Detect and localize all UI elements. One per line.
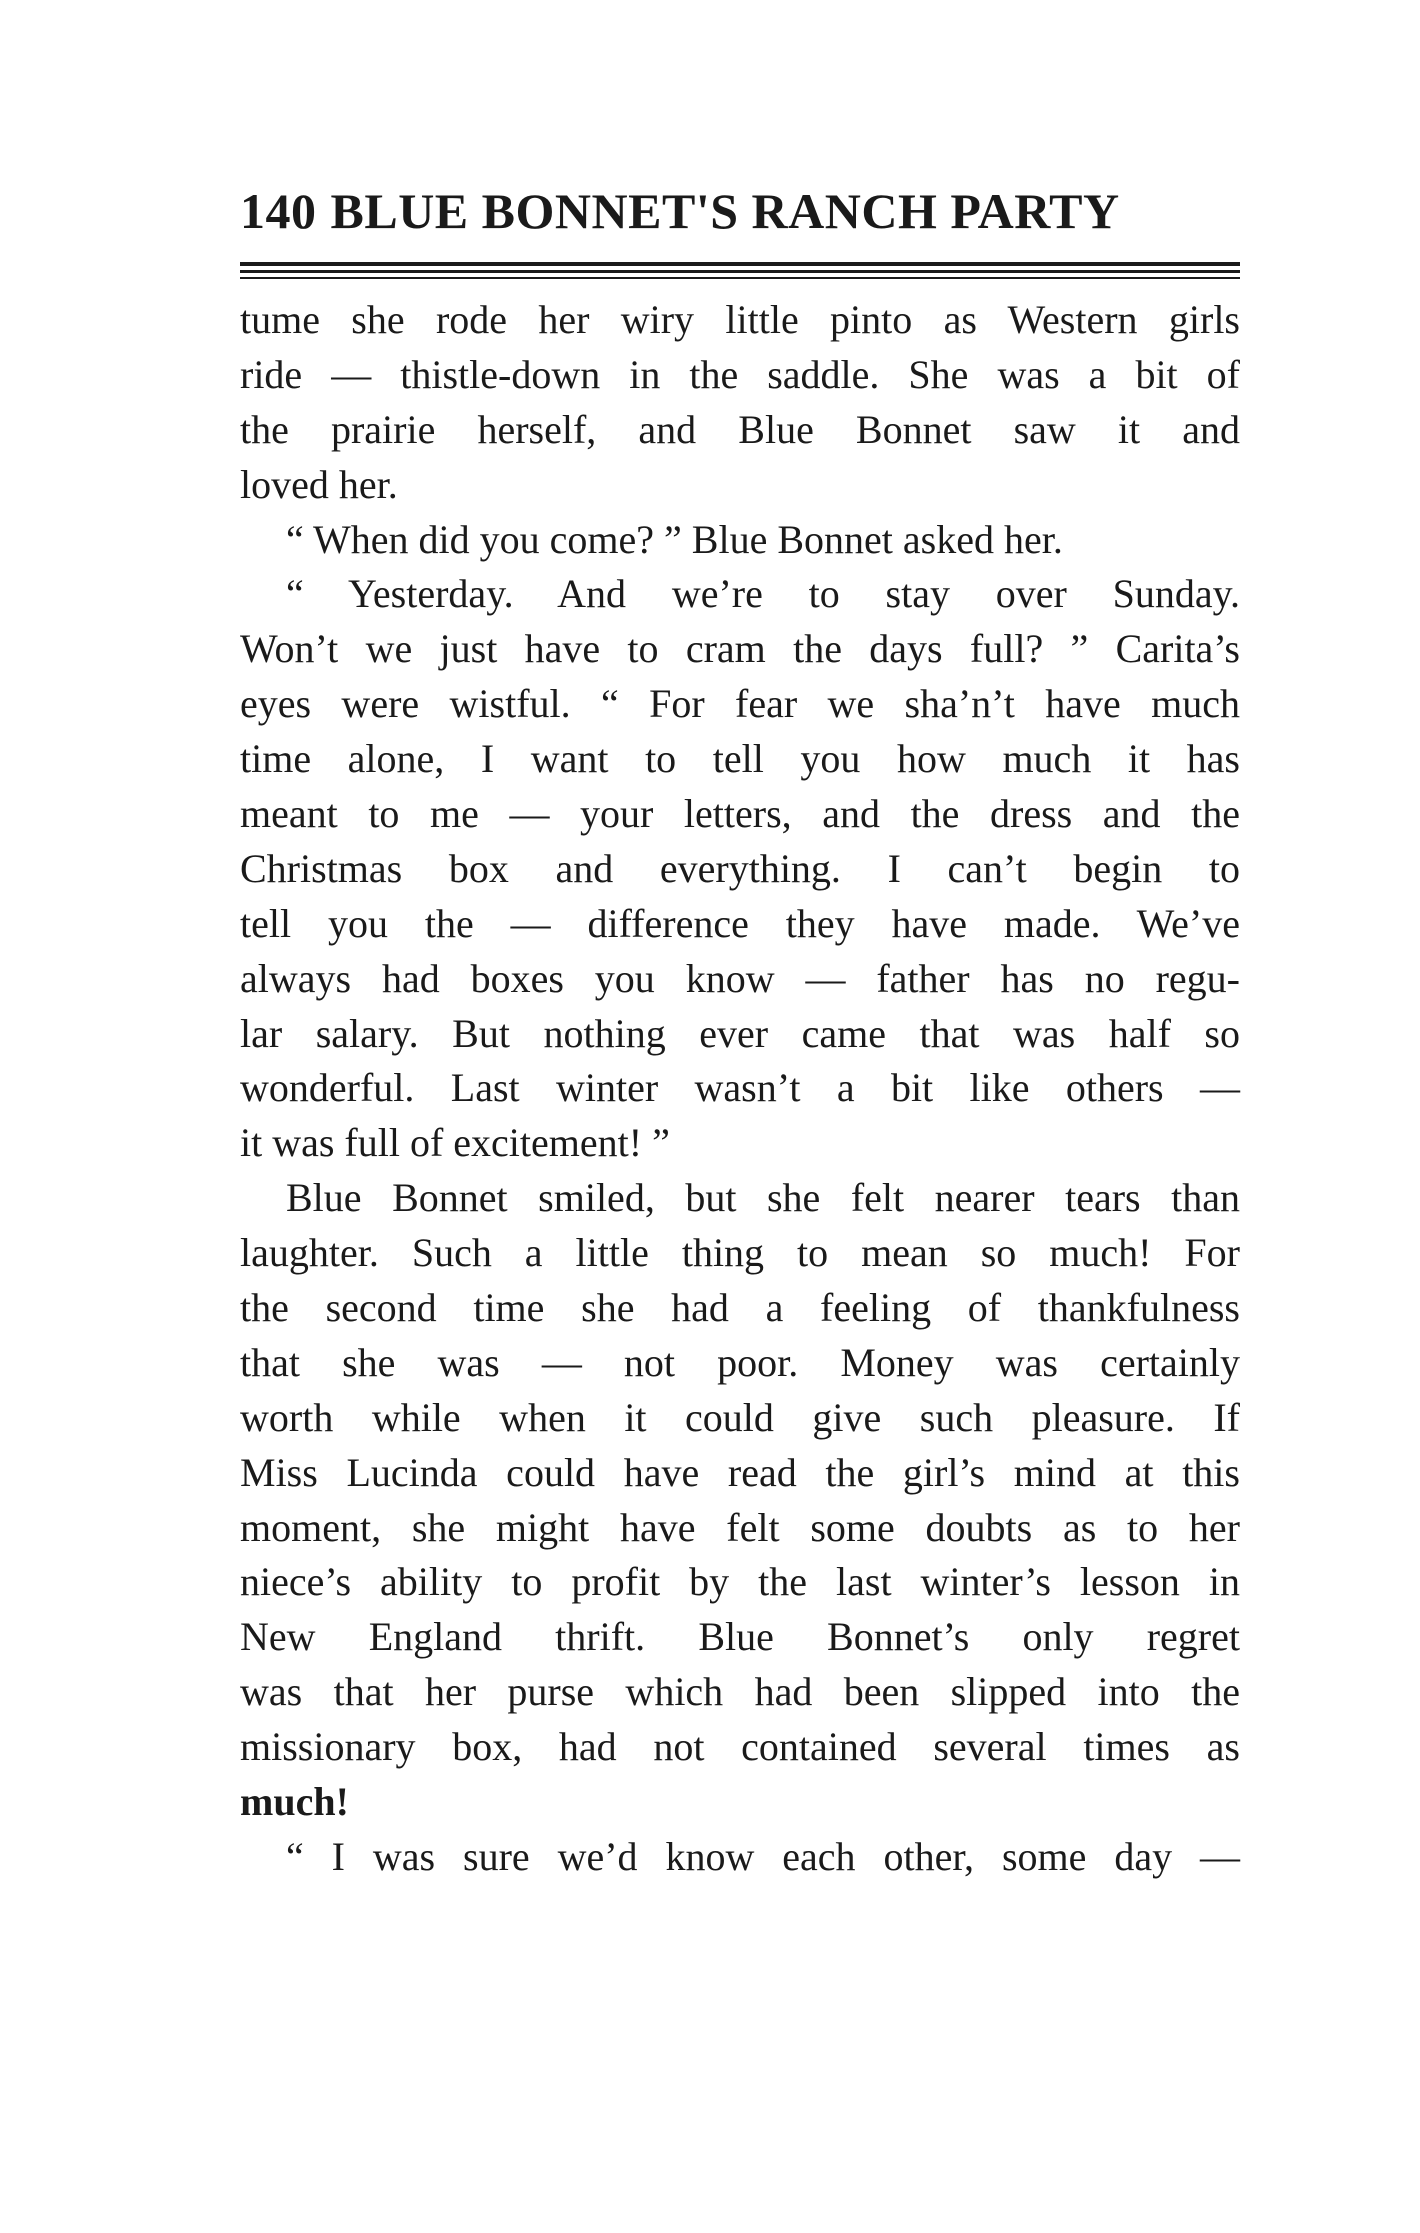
body-text (240, 293, 1240, 1885)
text-line: the prairie herself, and Blue Bonnet saw it and (240, 406, 1240, 452)
header-rule (240, 277, 1240, 279)
text-line: missionary box, had not contained several times as (240, 1724, 1240, 1770)
text-line: Christmas box and everything. I can’t begin to (240, 845, 1240, 891)
page-number: 140 (240, 183, 317, 239)
text-line: “ When did you come? ” Blue Bonnet asked her. (286, 516, 1063, 562)
text-line: lar salary. But nothing ever came that was half so (240, 1010, 1240, 1056)
text-line: always had boxes you know — father has no regu- (240, 955, 1240, 1001)
text-line: “ I was sure we’d know each other, some day — (286, 1833, 1240, 1879)
text-line: moment, she might have felt some doubts as to her (240, 1504, 1240, 1550)
text-line: Won’t we just have to cram the days full? ” Carita’s (240, 626, 1240, 672)
text-line: loved her. (240, 461, 398, 507)
text-line: meant to me — your letters, and the dress and the (240, 791, 1240, 837)
text-line: it was full of excitement! ” (240, 1120, 670, 1166)
text-line: wonderful. Last winter wasn’t a bit like others — (240, 1065, 1240, 1111)
header-rule (240, 270, 1240, 273)
text-line: Miss Lucinda could have read the girl’s mind at this (240, 1449, 1240, 1495)
text-line: ride — thistle-down in the saddle. She was a bit of (240, 351, 1240, 397)
text-line: that she was — not poor. Money was certainly (240, 1339, 1240, 1385)
text-line: niece’s ability to profit by the last winter’s lesson in (240, 1559, 1240, 1605)
text-line: the second time she had a feeling of thankfulness (240, 1285, 1240, 1331)
text-line: much! (240, 1779, 349, 1825)
text-line: eyes were wistful. “ For fear we sha’n’t have much (240, 681, 1240, 727)
running-title: BLUE BONNET'S RANCH PARTY (330, 183, 1120, 239)
text-line: tell you the — difference they have made. We’ve (240, 900, 1240, 946)
text-line: time alone, I want to tell you how much it has (240, 736, 1240, 782)
text-line: laughter. Such a little thing to mean so much! For (240, 1230, 1240, 1276)
text-line: “ Yesterday. And we’re to stay over Sunday. (286, 571, 1240, 617)
text-line: Blue Bonnet smiled, but she felt nearer tears than (286, 1175, 1240, 1221)
text-line: tume she rode her wiry little pinto as Western girls (240, 297, 1240, 342)
text-line: was that her purse which had been slipped into the (240, 1669, 1240, 1715)
text-line: New England thrift. Blue Bonnet’s only regret (240, 1614, 1240, 1660)
text-line: worth while when it could give such pleasure. If (240, 1394, 1240, 1440)
header-rule (240, 262, 1240, 266)
running-head (240, 176, 1240, 246)
